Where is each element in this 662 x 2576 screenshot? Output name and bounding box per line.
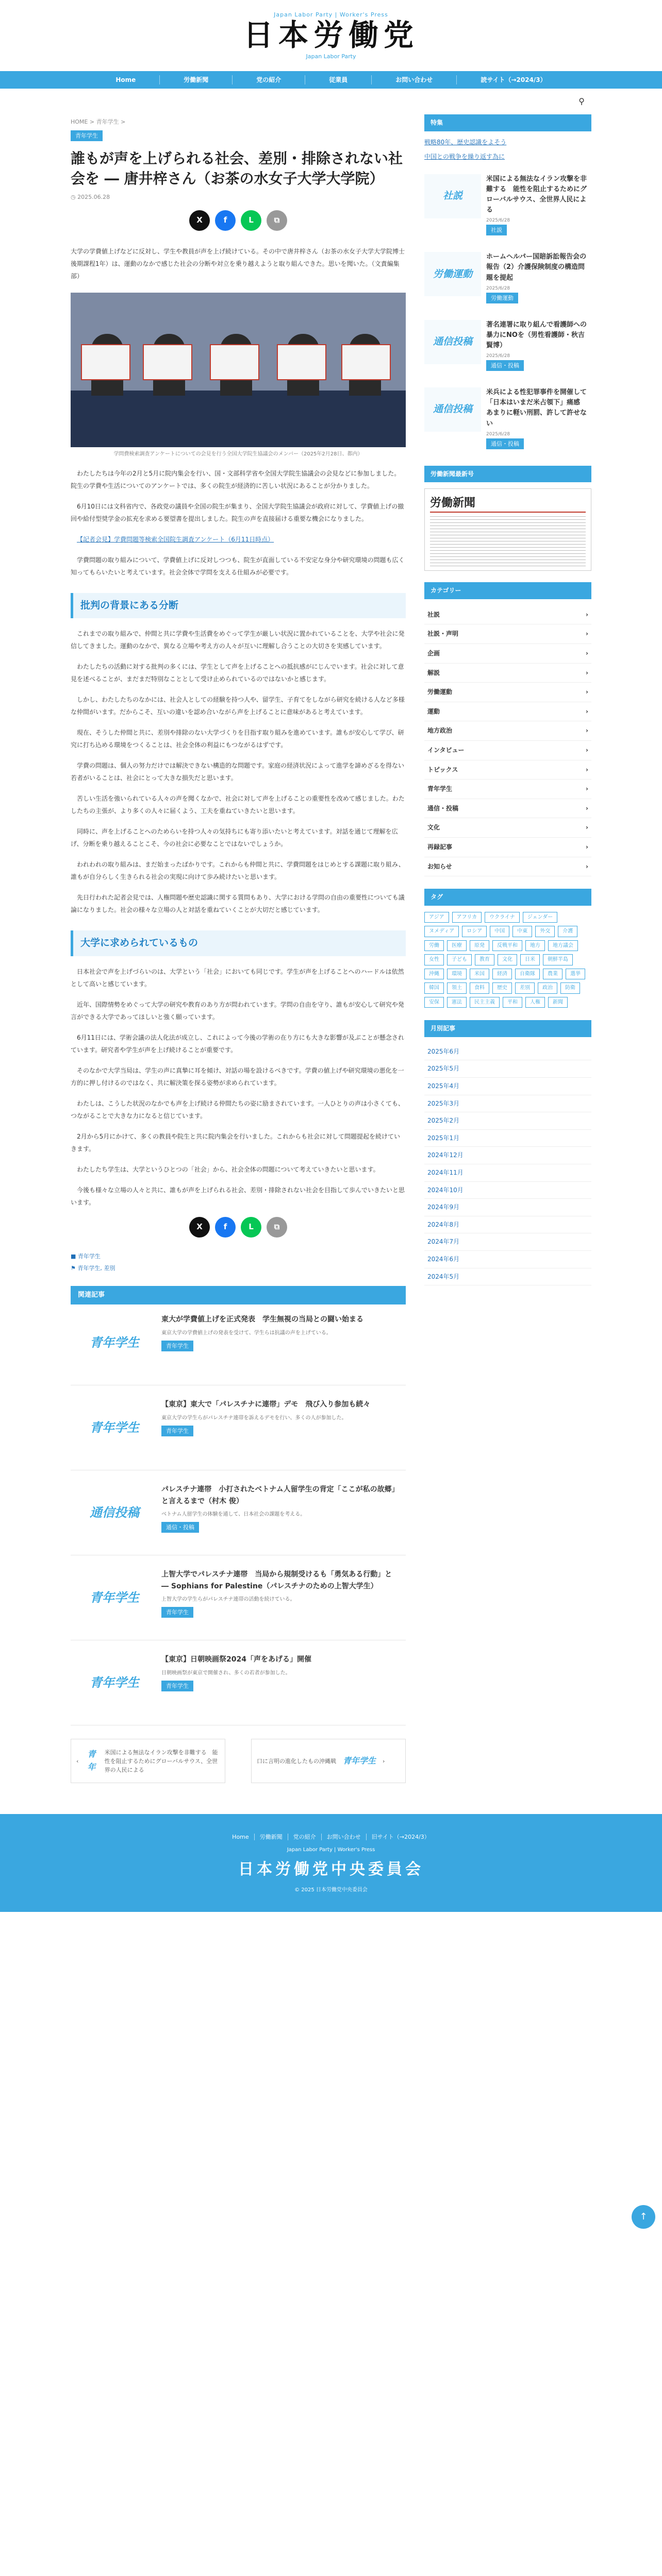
tag-chip[interactable]: 選挙 (566, 969, 585, 980)
related-title[interactable]: 東大が学費値上げを正式発表 学生無視の当局との闘い始まる (161, 1315, 363, 1324)
side-badge[interactable]: 通信・投稿 (486, 360, 524, 371)
side-badge[interactable]: 社説 (486, 225, 507, 235)
paragraph: しかし、わたしたちのなかには、社会人としての経験を持つ人や、留学生、子育てをしながら研究を続ける人など多様な仲間がいます。だからこそ、互いの違いを認め合いながら声を上げることに意味があると考えています。 (71, 696, 405, 716)
paper-masthead: 労働新聞 (430, 494, 586, 513)
side-date: 2025/6/28 (486, 218, 510, 224)
footer-link[interactable]: 労働新聞 (255, 1834, 288, 1840)
article-main (71, 114, 406, 1804)
line-share-icon[interactable]: L (241, 1217, 261, 1238)
related-heading: 関連記事 (71, 1286, 406, 1304)
tag-chip[interactable]: 食料 (470, 982, 489, 994)
tag-chip[interactable]: 防衛 (560, 982, 580, 994)
archive-item[interactable]: 2025年3月 (424, 1095, 591, 1113)
related-badge[interactable]: 青年学生 (161, 1426, 193, 1436)
tag-chip[interactable]: 地方議会 (548, 940, 578, 952)
category-heading: カテゴリー (424, 582, 591, 599)
chevron-right-icon: › (586, 688, 588, 696)
archive-item[interactable]: 2024年5月 (424, 1268, 591, 1286)
chevron-right-icon: › (586, 650, 588, 657)
chevron-right-icon: › (586, 630, 588, 638)
side-date: 2025/6/28 (486, 431, 510, 437)
nav-contact[interactable]: お問い合わせ (372, 75, 457, 85)
tag-chip[interactable]: 中国 (490, 926, 509, 937)
article-tags[interactable]: ⚑ 青年学生, 差別 (71, 1264, 115, 1272)
tag-chip[interactable]: 地方 (525, 940, 545, 952)
side-title[interactable]: 米兵による性犯罪事件を開催して「日本はいまだ米占領下」痛感 あまりに軽い刑罰、許して許せない (486, 388, 587, 428)
tag-chip[interactable]: 医療 (447, 940, 467, 952)
tag-chip[interactable]: 歴史 (492, 982, 512, 994)
next-thumb: 青年学生 (342, 1755, 376, 1766)
tag-chip[interactable]: 米国 (470, 969, 489, 980)
category-item[interactable]: 通信・投稿 › (424, 799, 591, 819)
side-badge[interactable]: 通信・投稿 (486, 438, 524, 449)
footer-link[interactable]: Home (227, 1834, 254, 1840)
arrow-up-icon: ↑ (639, 2211, 648, 2223)
footer-tagline: Japan Labor Party | Worker's Press (287, 1846, 375, 1853)
tag-chip[interactable]: 介護 (558, 926, 577, 937)
tag-chip[interactable]: 自衛隊 (515, 969, 540, 980)
tag-chip[interactable]: アフリカ (452, 912, 482, 923)
related-thumb: 青年学生 (90, 1674, 139, 1690)
side-date: 2025/6/28 (486, 353, 510, 359)
related-thumb: 青年学生 (90, 1589, 139, 1605)
section-heading: 大学に求められているもの (71, 930, 406, 956)
paragraph: わたしたちの活動に対する批判の多くには、学生として声を上げることへの抵抗感がにじんでいます。社会に対して意見を述べることが、まだまだ特別なこととして受け止められているのではないかと感じます。 (71, 663, 404, 683)
tag-chip[interactable]: 文化 (498, 954, 517, 965)
section-heading: 批判の背景にある分断 (71, 593, 406, 618)
category-item[interactable]: 青年学生 › (424, 779, 591, 799)
tag-text: 青年学生, 差別 (77, 1264, 115, 1272)
related-title[interactable]: 【東京】日朝映画祭2024「声をあげる」開催 (161, 1655, 311, 1664)
tag-chip[interactable]: 外交 (535, 926, 555, 937)
survey-link-wrap (71, 533, 406, 546)
archive-item[interactable]: 2024年6月 (424, 1251, 591, 1268)
tag-chip[interactable]: 労働 (424, 940, 444, 952)
chevron-right-icon: › (586, 611, 588, 618)
nav-old-site[interactable]: 読サイト（→2024/3） (481, 76, 547, 83)
breadcrumb[interactable]: HOME > 青年学生 > (71, 118, 126, 125)
x-share-icon[interactable]: X (189, 210, 210, 231)
share-buttons-bottom (71, 1217, 406, 1238)
tag-chip[interactable]: 教育 (475, 954, 494, 965)
paragraph: 学費の問題は、個人の努力だけでは解決できない構造的な問題です。家庭の経済状況によって進学を諦めざるを得ない若者がいることは、社会にとって大きな損失だと思います。 (71, 762, 405, 782)
paragraph: 6月10日には文科省内で、各政党の議員や全国の院生が集まり、全国大学院生協議会が政府に対して、学費値上げの撤回や給付型奨学金の拡充を求める要望書を提出しました。院生の声を直接届ける重要な機会になりました。 (71, 503, 404, 523)
article-lead: 大学の学費値上げなどに反対し、学生や教員が声を上げ続けている。その中で唐井梓さん（お茶の水女子大学大学院博士後期課程1年）は、運動のなかで感じた社会の分断や対立を乗り越えようと取り組んできた。思いを聞いた。（文責編集部） (71, 247, 405, 280)
footer-org-name: 日本労働党中央委員会 (238, 1860, 424, 1879)
tag-cloud (424, 912, 591, 1008)
chevron-right-icon: › (586, 747, 588, 754)
category-item[interactable]: 労働運動 › (424, 683, 591, 702)
article-title: 誰もが声を上げられる社会、差別・排除されない社会を ― 唐井梓さん（お茶の水女子大学大学院） (71, 150, 403, 188)
copy-link-icon[interactable]: ⧉ (267, 1217, 287, 1238)
latest-paper-image[interactable] (424, 488, 591, 571)
paragraph: 現在、そうした仲間と共に、差別や排除のない大学づくりを目指す取り組みを進めています。誰もが安心して学び、研究に打ち込める環境をつくることは、社会全体の利益にもつながるはずです。 (71, 729, 404, 749)
category-item[interactable]: 地方政治 › (424, 721, 591, 741)
footer-link[interactable]: 党の紹介 (288, 1834, 322, 1840)
tag-chip[interactable]: 平和 (503, 997, 522, 1008)
archive-item[interactable]: 2024年10月 (424, 1182, 591, 1199)
photo-caption: 学問費検索調査アンケートについての会見を行う全国大学院生協議会のメンバー（2025年2月28日、都内） (113, 451, 363, 457)
nav-staff[interactable]: 従業員 (305, 75, 372, 85)
archive-item[interactable]: 2024年12月 (424, 1147, 591, 1164)
site-footer (0, 1814, 662, 1912)
category-item[interactable]: 解説 › (424, 664, 591, 683)
search-icon[interactable]: ⚲ (578, 96, 585, 106)
paragraph: 2月から5月にかけて、多くの教員や院生と共に院内集会を行いました。これからも社会に対して問題提起を続けていきます。 (71, 1132, 401, 1153)
paragraph: 学費問題の取り組みについて、学費値上げに反対しつつも、院生が直面している不安定な身分や研究環境の問題も広く知ってもらいたいと考えています。社会全体で学問を支える仕組みが必要です。 (71, 556, 405, 577)
chevron-right-icon: › (383, 1757, 385, 1765)
tag-chip[interactable]: 韓国 (424, 982, 444, 994)
category-list (424, 605, 591, 876)
related-title[interactable]: 上智大学でパレスチナ連帯 当局から規制受けるも「勇気ある行動」と ― Sophians for Palestine（パレスチナのための上智大学生） (161, 1570, 392, 1590)
chevron-right-icon: › (586, 766, 588, 773)
tag-chip[interactable]: 経済 (492, 969, 512, 980)
tag-chip[interactable]: 沖縄 (424, 969, 444, 980)
side-article[interactable] (424, 387, 591, 449)
tag-text: 青年学生 (77, 1252, 101, 1260)
paper-heading: 労働新聞最新号 (424, 466, 591, 483)
paragraph: 先日行われた記者会見では、人権問題や歴史認識に関する質問もあり、大学における学問の自由の重要性についても議論になりました。社会の様々な立場の人と対話を重ねていくことが大切だと感じています。 (71, 894, 405, 914)
archive-item[interactable]: 2025年6月 (424, 1043, 591, 1061)
special-heading: 特集 (424, 114, 591, 131)
related-item[interactable] (71, 1654, 406, 1725)
category-item[interactable]: トピックス › (424, 760, 591, 780)
category-item[interactable]: お知らせ › (424, 857, 591, 877)
related-item[interactable] (71, 1484, 406, 1555)
archive-item[interactable]: 2024年8月 (424, 1216, 591, 1234)
related-badge[interactable]: 青年学生 (161, 1607, 193, 1618)
side-badge[interactable]: 労働運動 (486, 293, 518, 303)
paragraph: 日本社会で声を上げづらいのは、大学という「社会」においても同じです。学生が声を上げることへのハードルは依然として高いと感じています。 (71, 968, 404, 988)
archive-item[interactable]: 2024年11月 (424, 1164, 591, 1182)
category-item[interactable]: 社説 › (424, 605, 591, 625)
category-badge[interactable]: 青年学生 (71, 130, 103, 141)
tag-chip[interactable]: ウクライナ (485, 912, 520, 923)
tag-chip[interactable]: 領土 (447, 982, 467, 994)
archive-item[interactable]: 2025年1月 (424, 1130, 591, 1147)
site-header (0, 0, 662, 71)
x-share-icon[interactable]: X (189, 1217, 210, 1238)
chevron-right-icon: › (586, 707, 588, 715)
special-link[interactable]: 中国との戦争を繰り返す為に (424, 153, 505, 161)
category-item[interactable]: インタビュー › (424, 741, 591, 760)
related-thumb: 青年学生 (90, 1419, 139, 1435)
related-badge[interactable]: 青年学生 (161, 1681, 193, 1691)
side-article[interactable] (424, 174, 591, 236)
archive-item[interactable]: 2025年2月 (424, 1112, 591, 1130)
tag-chip[interactable]: 安保 (424, 997, 444, 1008)
facebook-share-icon[interactable]: f (215, 210, 236, 231)
tag-chip[interactable]: ヌメディア (424, 926, 459, 937)
tag-chip[interactable]: 朝鮮半島 (543, 954, 573, 965)
scroll-top-button[interactable] (632, 2205, 655, 2229)
related-item[interactable] (71, 1314, 406, 1385)
chevron-right-icon: › (586, 843, 588, 851)
prev-article[interactable] (71, 1739, 225, 1783)
tag-chip[interactable]: アジア (424, 912, 449, 923)
archive-item[interactable]: 2025年5月 (424, 1060, 591, 1078)
chevron-right-icon: › (586, 785, 588, 793)
related-excerpt: 日朝映画祭が東京で開催され、多くの若者が参加した。 (161, 1670, 291, 1676)
tag-chip[interactable]: 民主主義 (470, 997, 500, 1008)
prev-thumb: 青年 (87, 1749, 96, 1772)
nav-home[interactable]: Home (92, 75, 160, 85)
copy-link-icon[interactable]: ⧉ (267, 210, 287, 231)
chevron-right-icon: › (586, 727, 588, 735)
side-title[interactable]: 著名連署に取り組んで看護師への暴力にNOを（男性看護師・秋吉 賢博） (486, 320, 587, 350)
side-title[interactable]: 米国による無法なイラン攻撃を非難する 能性を阻止するためにグローバルサウス、全世界人民による (486, 175, 587, 214)
survey-link[interactable]: 【記者会見】学費問題等検索全国院生調査アンケート（6月11日時点） (77, 536, 274, 544)
related-badge[interactable]: 青年学生 (161, 1341, 193, 1351)
archive-list (424, 1043, 591, 1285)
related-badge[interactable]: 通信・投稿 (161, 1522, 199, 1533)
tag-heading: タグ (424, 889, 591, 906)
search-row (0, 89, 662, 114)
category-item[interactable]: 文化 › (424, 818, 591, 838)
tag-chip[interactable]: 反戦平和 (492, 940, 522, 952)
tag-chip[interactable]: 農業 (543, 969, 562, 980)
prev-next-nav (71, 1739, 406, 1783)
tag-chip[interactable]: 女性 (424, 954, 444, 965)
site-logo[interactable]: 日本労働党 (243, 18, 419, 53)
tag-chip[interactable]: ジェンダー (523, 912, 557, 923)
chevron-left-icon: ‹ (76, 1757, 79, 1765)
main-nav (0, 71, 662, 89)
paragraph: そのなかで大学当局は、学生の声に真摯に耳を傾け、対話の場を設けるべきです。学費の値上げや研究環境の悪化を一方的に押し付けるのではなく、共に解決策を探る姿勢が求められています。 (71, 1066, 404, 1087)
side-thumb: 通信投稿 (424, 387, 481, 432)
tag-chip[interactable]: 環境 (447, 969, 467, 980)
side-thumb: 通信投稿 (424, 320, 481, 364)
next-title: 口に言明の進化したもの沖縄戦 (257, 1757, 336, 1765)
category-item[interactable]: 再録記事 › (424, 838, 591, 857)
article-photo (71, 293, 406, 447)
article-category-link[interactable]: ■ 青年学生 (71, 1252, 101, 1260)
related-excerpt: 上智大学の学生らがパレスチナ連帯の活動を続けている。 (161, 1596, 295, 1602)
archive-item[interactable]: 2024年9月 (424, 1199, 591, 1216)
chevron-right-icon: › (586, 824, 588, 832)
archive-heading: 月別記事 (424, 1020, 591, 1037)
next-article[interactable] (251, 1739, 406, 1783)
paragraph: わたしたち学生は、大学というひとつの「社会」から、社会全体の問題について考えていきたいと思います。 (77, 1165, 379, 1173)
footer-links (227, 1832, 435, 1842)
related-thumb: 青年学生 (90, 1334, 139, 1350)
related-excerpt: 東京大学の学生らがパレスチナ連帯を訴えるデモを行い、多くの人が参加した。 (161, 1415, 347, 1421)
header-subtitle: Japan Labor Party (306, 53, 356, 60)
side-article[interactable] (424, 320, 591, 371)
related-title[interactable]: パレスチナ連帯 小打されたベトナム人留学生の背定「ここが私の故郷」と言えるまで（村木 俊） (161, 1485, 399, 1505)
paragraph: 6月11日には、学術会議の法人化法が成立し、これによって今後の学術の在り方にも大きな影響が及ぶことが懸念されています。研究者や学生が声を上げ続けることが重要です。 (71, 1033, 404, 1054)
paragraph: わたしは、こうした状況のなかでも声を上げ続ける仲間たちの姿に励まされています。一人ひとりの声は小さくても、つながることで大きな力になると信じています。 (71, 1099, 405, 1120)
tag-chip[interactable]: 差別 (515, 982, 535, 994)
related-title[interactable]: 【東京】東大で「パレスチナに連帯」デモ 飛び入り参加も続々 (161, 1400, 371, 1409)
tag-chip[interactable]: 政治 (538, 982, 557, 994)
special-links (424, 138, 591, 167)
side-thumb: 労働運動 (424, 252, 481, 296)
archive-item[interactable]: 2025年4月 (424, 1078, 591, 1095)
header-tagline: Japan Labor Party | Worker's Press (274, 11, 388, 19)
date-text: 2025.06.28 (77, 194, 110, 201)
paragraph: これまでの取り組みで、仲間と共に学費や生活費をめぐって学生が厳しい状況に置かれていることを、大学や社会に発信してきました。運動のなかで、異なる立場や考え方の人々が互いに理解し合うことの大切さを実感しています。 (71, 630, 405, 650)
chevron-right-icon: › (586, 669, 588, 676)
content-wrap (71, 114, 591, 1804)
tag-chip[interactable]: 新聞 (548, 997, 568, 1008)
footer-link[interactable]: お問い合わせ (322, 1834, 367, 1840)
paragraph: 今後も様々な立場の人々と共に、誰もが声を上げられる社会、差別・排除されない社会を目指して歩んでいきたいと思います。 (71, 1186, 405, 1206)
tag-chip[interactable]: 原発 (470, 940, 489, 952)
line-share-icon[interactable]: L (241, 210, 261, 231)
category-item[interactable]: 企画 › (424, 644, 591, 664)
sidebar (424, 114, 591, 1804)
nav-about[interactable]: 党の紹介 (233, 75, 305, 85)
category-item[interactable]: 運動 › (424, 702, 591, 722)
tag-chip[interactable]: 日米 (520, 954, 540, 965)
tag-chip[interactable]: 子ども (447, 954, 472, 965)
copyright: © 2025 日本労働党中央委員会 (294, 1887, 368, 1893)
special-link[interactable]: 戦略80年、歴史認識をよそう (424, 138, 507, 146)
article-date: ◷ 2025.06.28 (71, 194, 110, 201)
footer-link[interactable]: 旧サイト（→2024/3） (371, 1834, 430, 1841)
tag-chip[interactable]: 中東 (512, 926, 532, 937)
category-item[interactable]: 社説・声明 › (424, 624, 591, 644)
related-excerpt: ベトナム人留学生の体験を通して、日本社会の課題を考える。 (161, 1511, 306, 1517)
related-thumb: 通信投稿 (90, 1504, 139, 1520)
tag-chip[interactable]: ロシア (462, 926, 487, 937)
tag-chip[interactable]: 人権 (525, 997, 545, 1008)
prev-title: 米国による無法なイラン攻撃を非難する 能性を阻止するためにグローバルサウス、全世界の人民による (104, 1749, 218, 1773)
share-buttons (71, 210, 406, 231)
chevron-right-icon: › (586, 804, 588, 812)
related-item[interactable] (71, 1399, 406, 1470)
tag-chip[interactable]: 憲法 (447, 997, 467, 1008)
chevron-right-icon: › (586, 862, 588, 870)
archive-item[interactable]: 2024年7月 (424, 1233, 591, 1251)
side-title[interactable]: ホームヘルパー国賠訴訟報告会の報告（2）介護保険制度の構造問題を提起 (486, 253, 587, 282)
related-excerpt: 東京大学の学費値上げの発表を受けて、学生らは抗議の声を上げている。 (161, 1330, 332, 1336)
nav-newspaper[interactable]: 労働新聞 (160, 75, 233, 85)
related-item[interactable] (71, 1569, 406, 1640)
side-thumb: 社説 (424, 174, 481, 218)
facebook-share-icon[interactable]: f (215, 1217, 236, 1238)
paragraph: 同時に、声を上げることへのためらいを持つ人々の気持ちにも寄り添いたいと考えています。対話を通じて理解を広げ、分断を乗り越えることこそ、今の社会に必要なことではないでしょうか。 (71, 828, 398, 848)
paragraph: 近年、国際情勢をめぐって大学の研究や教育のあり方が問われています。学問の自由を守り、誰もが安心して研究や発言ができる大学であってほしいと強く願っています。 (71, 1001, 404, 1021)
paragraph: わたしたちは今年の2月と5月に院内集会を行い、国・文部科学省や全国大学院生協議会の会見などに参加しました。院生の学費や生活についてのアンケートでは、多くの院生が経済的に苦しい状況にあることが分かりました。 (71, 470, 401, 490)
paragraph: 苦しい生活を強いられている人々の声を聞くなかで、社会に対して声を上げることの重要性を改めて感じました。わたしたちの主張が、より多くの人々に届くよう、工夫を重ねていきたいと思います。 (71, 795, 405, 815)
side-article[interactable] (424, 252, 591, 303)
paragraph: われわれの取り組みは、まだ始まったばかりです。これからも仲間と共に、学費問題をはじめとする課題に取り組み、誰もが自分らしく生きられる社会の実現に向けて歩み続けたいと思います。 (71, 861, 405, 881)
side-date: 2025/6/28 (486, 285, 510, 291)
